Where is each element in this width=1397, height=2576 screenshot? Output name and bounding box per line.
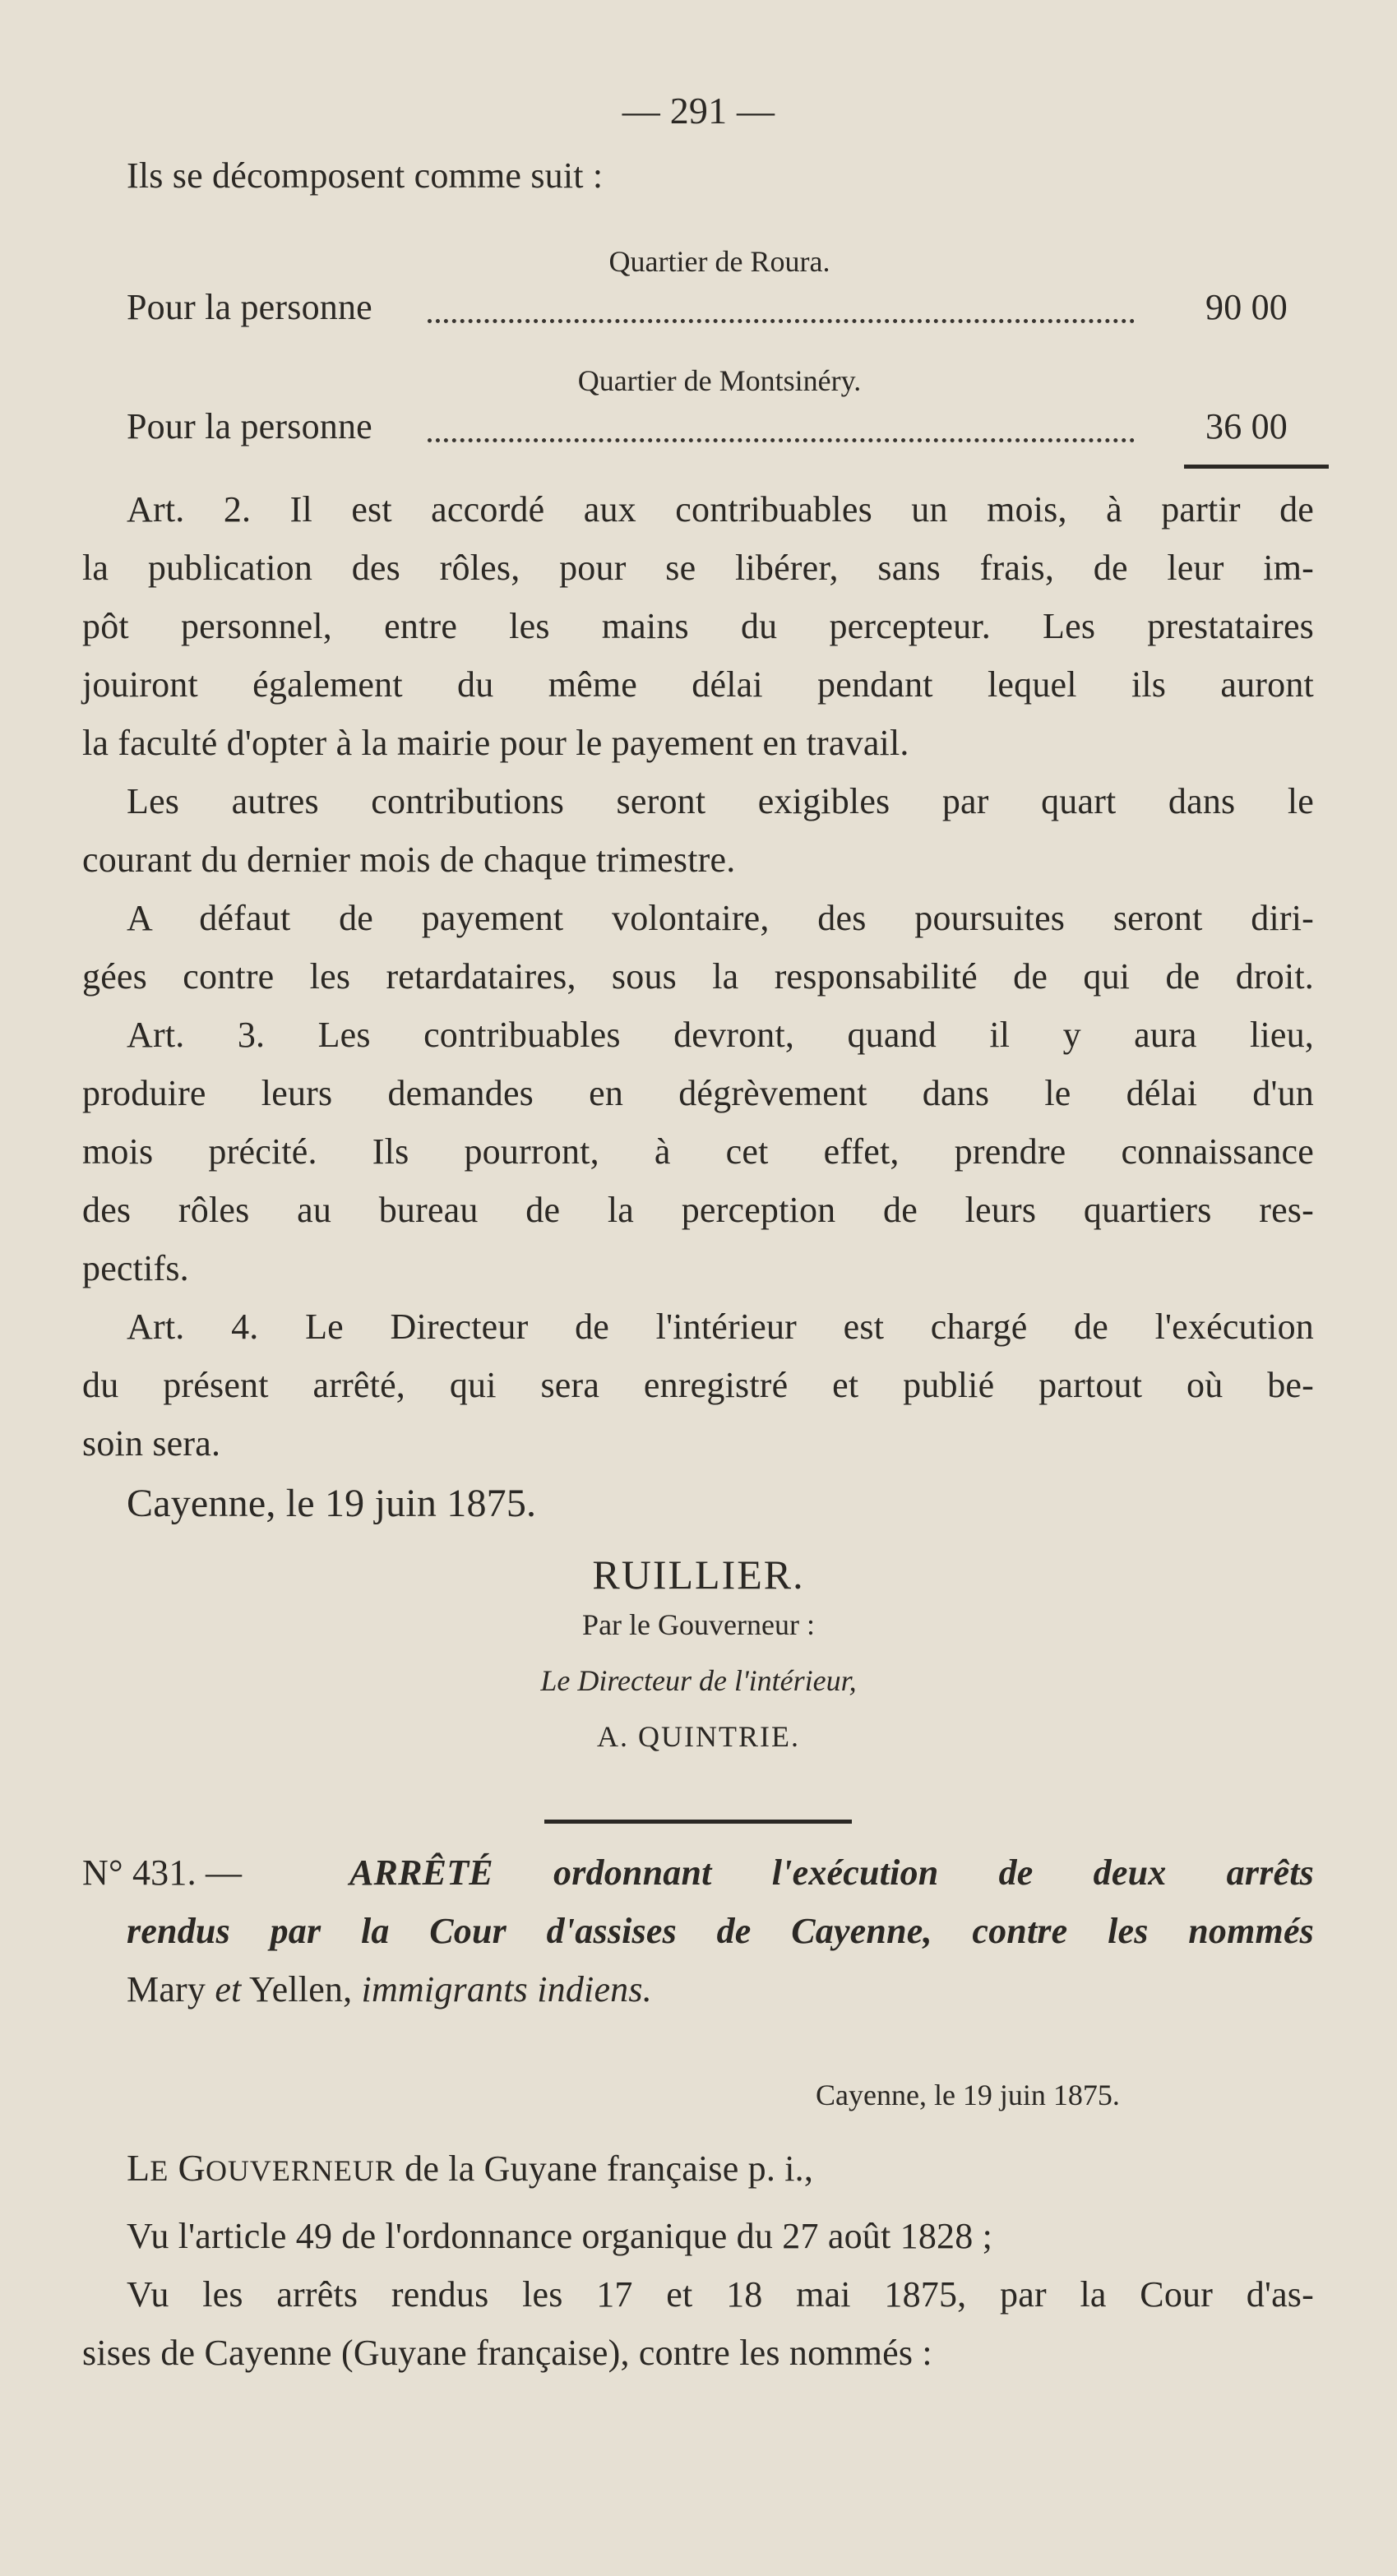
vu-line: Vu les arrêts rendus les 17 et 18 mai 1875, par la Cour d'as- <box>127 2274 1314 2315</box>
gov-initial: G <box>178 2147 206 2189</box>
tax-row-label: Pour la personne <box>127 406 372 446</box>
text-line: Art. 4. Le Directeur de l'intérieur est chargé de l'exécution <box>127 1306 1314 1347</box>
decree-heading-line: ARRÊTÉ ordonnant l'exécution de deux arrêts <box>349 1852 1314 1893</box>
signature-role: Le Directeur de l'intérieur, <box>540 1664 857 1697</box>
page-number: — 291 — <box>622 90 775 132</box>
signature-by: Par le Gouverneur : <box>582 1608 815 1641</box>
intro-line: Ils se décomposent comme suit : <box>127 155 604 196</box>
gov-small: E <box>150 2154 169 2187</box>
signature-signer: A. QUINTRIE. <box>597 1720 800 1753</box>
tax-row-label: Pour la personne <box>127 287 372 327</box>
text-line: la publication des rôles, pour se libérer, sans frais, de leur im- <box>82 548 1314 588</box>
gov-initial: L <box>127 2147 150 2189</box>
section-divider <box>544 1820 852 1824</box>
decree-date: Cayenne, le 19 juin 1875. <box>816 2079 1120 2111</box>
text-line: des rôles au bureau de la perception de leurs quartiers res- <box>82 1190 1314 1230</box>
conjunction: et <box>215 1969 242 2009</box>
text-line: pectifs. <box>82 1248 189 1288</box>
gov-small: OUVERNEUR <box>205 2154 396 2187</box>
tax-row-amount: 90 00 <box>1205 287 1288 327</box>
name-mary: Mary <box>127 1969 206 2009</box>
leader-dots <box>428 433 1135 442</box>
quarter-heading: Quartier de Roura. <box>608 245 830 278</box>
text-line: A défaut de payement volontaire, des poursuites seront diri- <box>127 898 1314 938</box>
text-line: mois précité. Ils pourront, à cet effet, prendre connaissance <box>82 1131 1314 1172</box>
text-line: la faculté d'opter à la mairie pour le payement en travail. <box>82 723 909 763</box>
text-line: Art. 2. Il est accordé aux contribuables un mois, à partir de <box>127 489 1314 530</box>
total-rule <box>1184 465 1329 469</box>
governor-line <box>127 2149 813 2187</box>
decree-number: N° 431. — <box>82 1852 243 1893</box>
leader-dots <box>428 314 1135 323</box>
text-line: gées contre les retardataires, sous la responsabilité de qui de droit. <box>82 956 1314 997</box>
text-line: jouiront également du même délai pendant lequel ils auront <box>82 664 1314 705</box>
tax-row-amount: 36 00 <box>1205 406 1288 446</box>
signature-name: RUILLIER. <box>592 1552 805 1598</box>
text-line: Les autres contributions seront exigibles par quart dans le <box>127 781 1314 821</box>
name-yellen: Yellen, <box>249 1969 353 2009</box>
text-line: pôt personnel, entre les mains du percepteur. Les prestataires <box>82 606 1314 646</box>
place-date: Cayenne, le 19 juin 1875. <box>127 1482 537 1525</box>
vu-line: Vu l'article 49 de l'ordonnance organique du 27 août 1828 ; <box>127 2216 993 2256</box>
text-line: courant du dernier mois de chaque trimestre. <box>82 839 736 880</box>
text-line: Art. 3. Les contribuables devront, quand il y aura lieu, <box>127 1015 1314 1055</box>
heading-tail: immigrants indiens. <box>361 1969 652 2009</box>
decree-heading-names <box>127 1969 652 2009</box>
text-line: produire leurs demandes en dégrèvement dans le délai d'un <box>82 1073 1314 1113</box>
text-line: du présent arrêté, qui sera enregistré et publié partout où be- <box>82 1365 1314 1405</box>
text-line: soin sera. <box>82 1423 221 1464</box>
quarter-heading: Quartier de Montsinéry. <box>577 364 862 397</box>
gov-rest: de la Guyane française p. i., <box>405 2148 814 2189</box>
decree-heading-line: rendus par la Cour d'assises de Cayenne, contre les nommés <box>127 1911 1314 1951</box>
vu-line: sises de Cayenne (Guyane française), contre les nommés : <box>82 2333 932 2373</box>
